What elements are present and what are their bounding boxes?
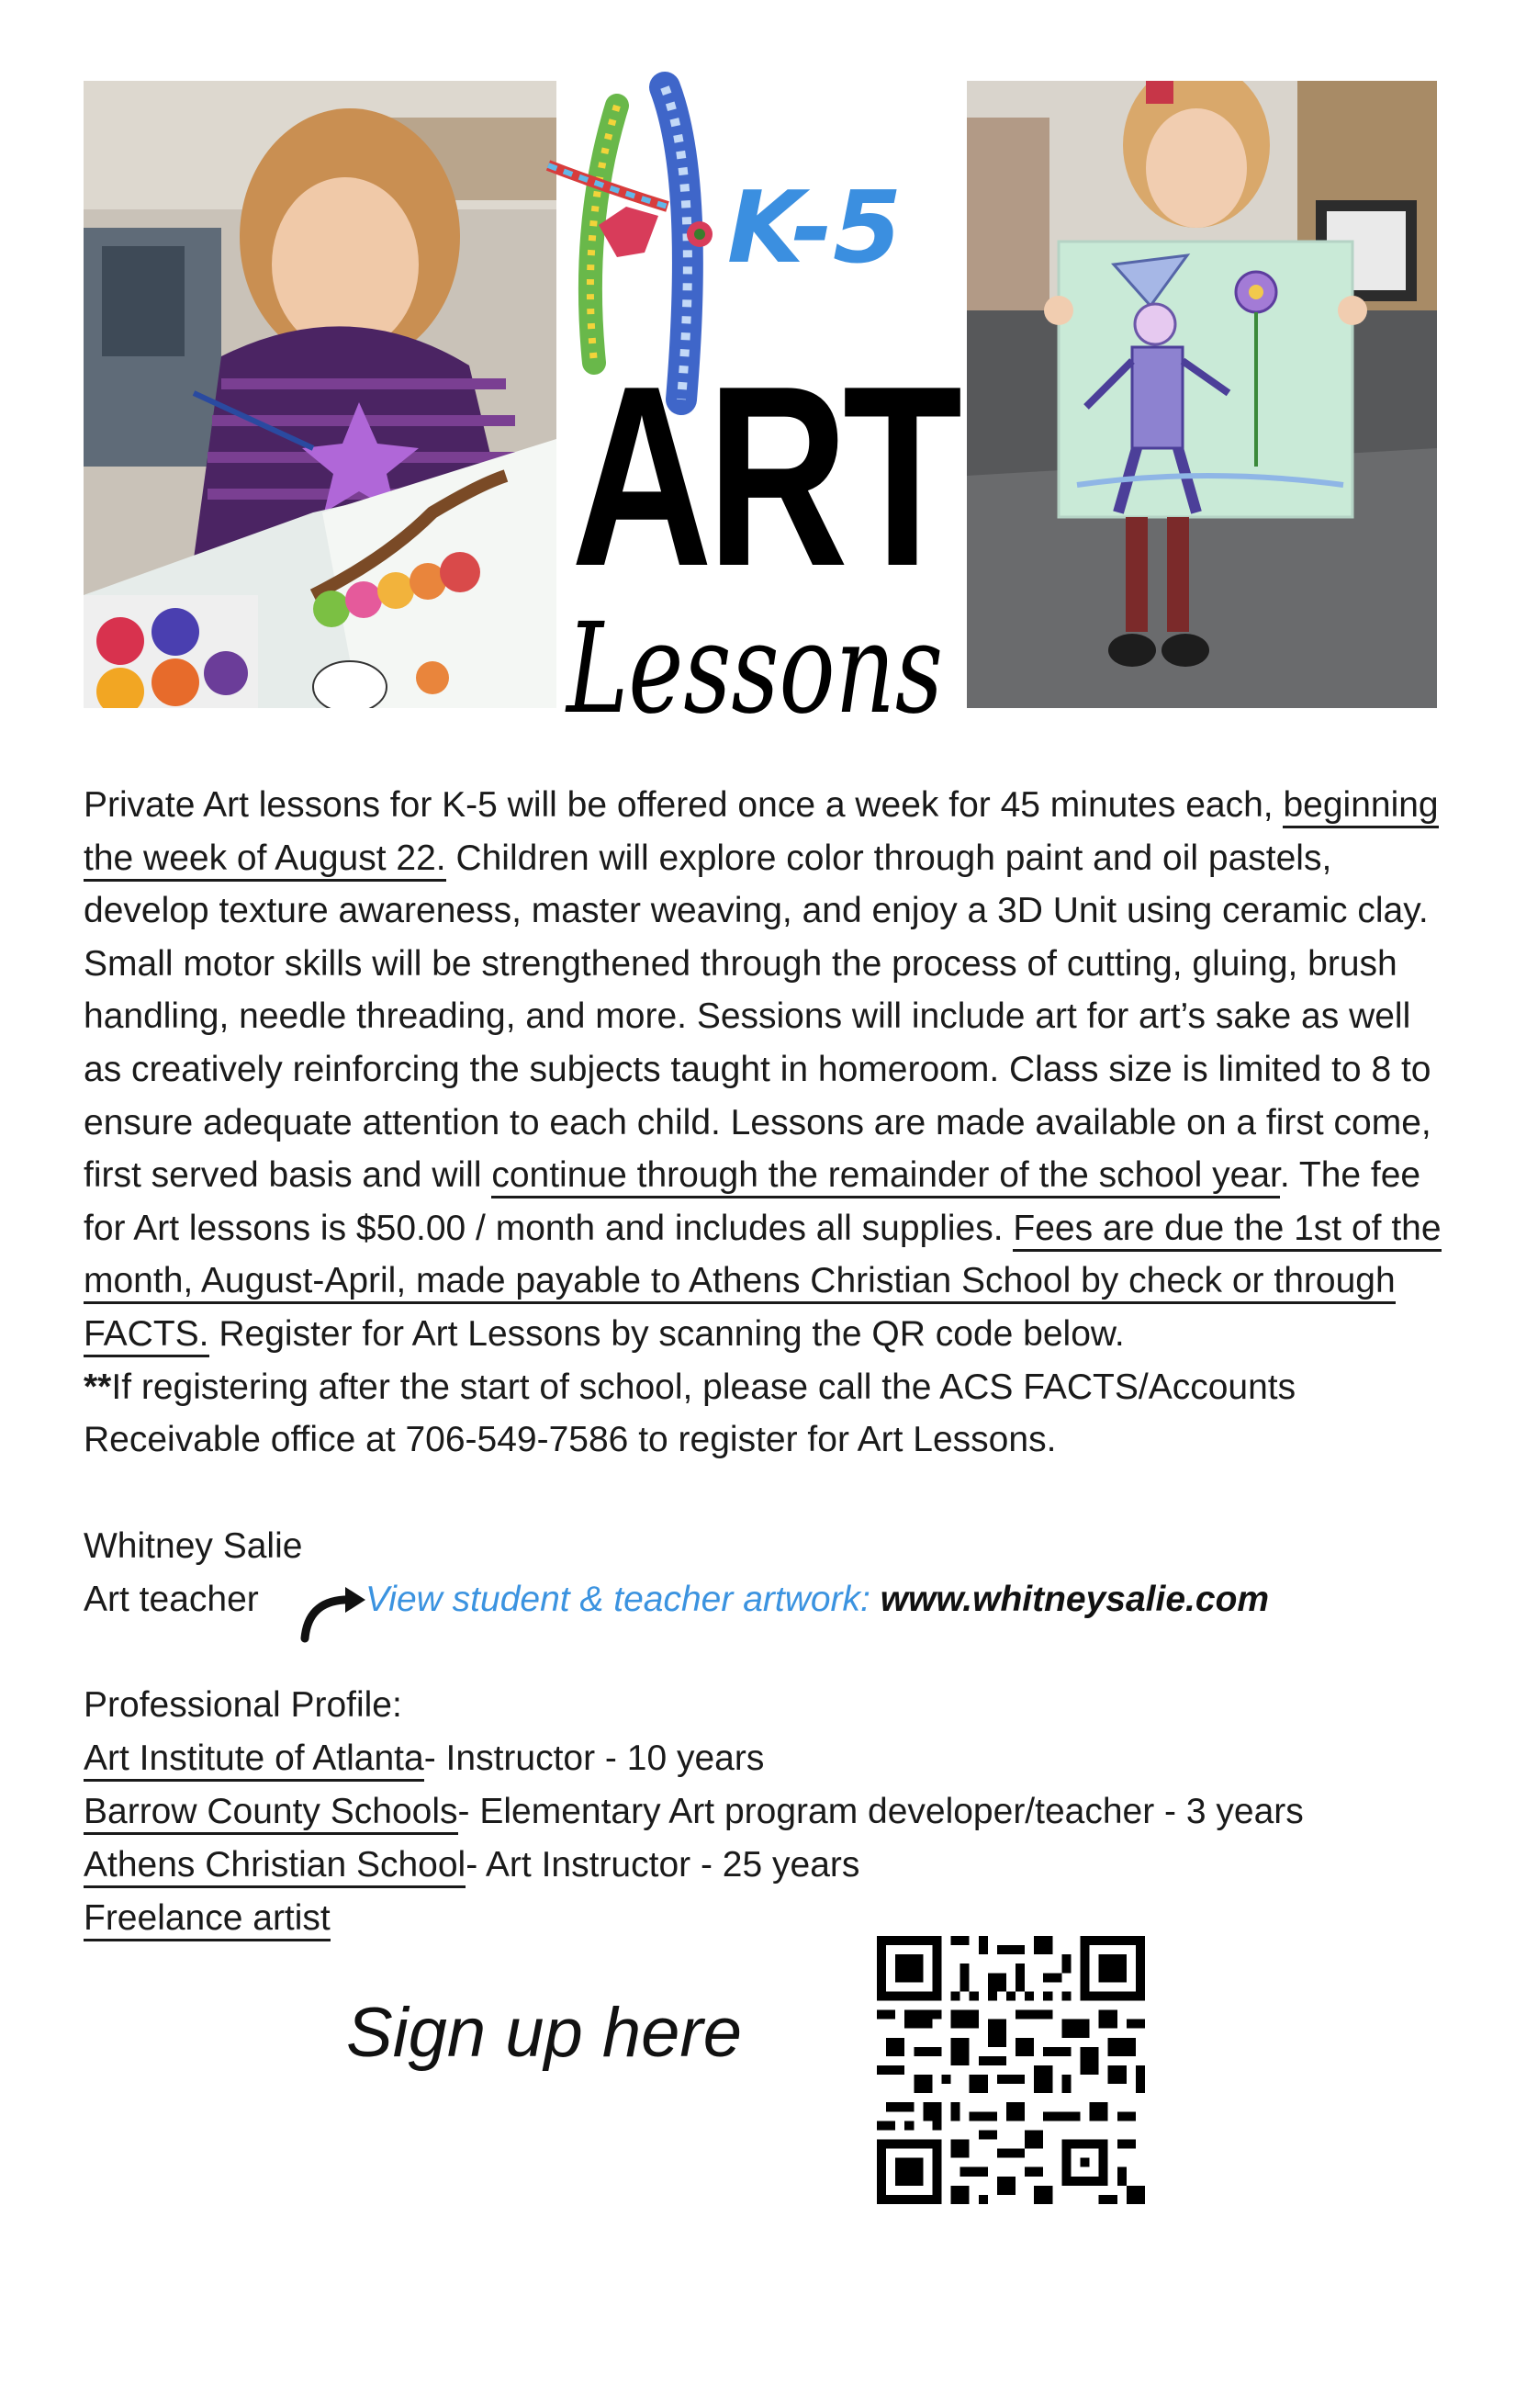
- registration-note: If registering after the start of school, please call the ACS FACTS/Accounts Receivable office at 706-549-7586 to register for Art Lessons.: [84, 1367, 1296, 1460]
- profile-org: Art Institute of Atlanta: [84, 1738, 424, 1782]
- description-part-3: . The fee for Art lessons is $50.00 / month and includes all supplies.: [84, 1155, 1421, 1248]
- logo-title: ART: [571, 333, 962, 620]
- profile-detail: - Art Instructor - 25 years: [466, 1845, 860, 1885]
- artwork-label: View student & teacher artwork:: [365, 1580, 870, 1619]
- photo-child-painting: [84, 81, 556, 708]
- profile-org: Barrow County Schools: [84, 1792, 458, 1835]
- profile-item: [84, 1738, 764, 1779]
- profile-title: Professional Profile:: [84, 1685, 402, 1725]
- teacher-title: Art teacher: [84, 1580, 259, 1619]
- fees-underlined: Fees are due the 1st of the month, August-April, made payable to Athens Christian School by check or through FACTS.: [84, 1209, 1442, 1357]
- profile-detail: - Elementary Art program developer/teacher - 3 years: [457, 1792, 1304, 1831]
- artwork-link[interactable]: [365, 1580, 1269, 1620]
- photo-child-artwork: [967, 81, 1437, 708]
- start-date-underlined: beginning the week of August 22.: [84, 785, 1439, 882]
- profile-item: [84, 1898, 331, 1939]
- description-part-4: Register for Art Lessons by scanning the QR code below.: [208, 1313, 1125, 1354]
- art-lessons-logo: [562, 87, 966, 748]
- description-text: [84, 779, 1442, 1467]
- profile-item: [84, 1792, 1304, 1832]
- curved-arrow-icon: [292, 1581, 365, 1646]
- profile-detail: - Instructor - 10 years: [423, 1738, 765, 1778]
- logo-subtitle: Lessons: [564, 597, 943, 742]
- teacher-name: Whitney Salie: [84, 1526, 303, 1566]
- qr-code[interactable]: [877, 1936, 1145, 2204]
- duration-underlined: continue through the remainder of the school year: [491, 1155, 1280, 1198]
- sign-up-label: Sign up here: [346, 1994, 742, 2072]
- note-stars: **: [84, 1367, 112, 1407]
- website-url[interactable]: www.whitneysalie.com: [870, 1580, 1270, 1619]
- profile-item: [84, 1845, 859, 1885]
- description-part-1: Private Art lessons for K-5 will be offered once a week for 45 minutes each,: [84, 785, 1284, 825]
- description-part-2: Children will explore color through paint and oil pastels, develop texture awareness, master weaving, and enjoy a 3D Unit using ceramic clay. Small motor skills will be strengthened through the process of cutting, gluing, brush handling, needle threading, and more. Sessions will include art for art’s sake as well as creatively reinforcing the subjects taught in homeroom. Class size is limited to 8 to ensure adequate attention to each child. Lessons are made available on a first come, first served basis and will: [84, 838, 1431, 1196]
- profile-org: Athens Christian School: [84, 1845, 466, 1888]
- profile-org: Freelance artist: [84, 1898, 331, 1941]
- logo-grade: K-5: [726, 171, 903, 286]
